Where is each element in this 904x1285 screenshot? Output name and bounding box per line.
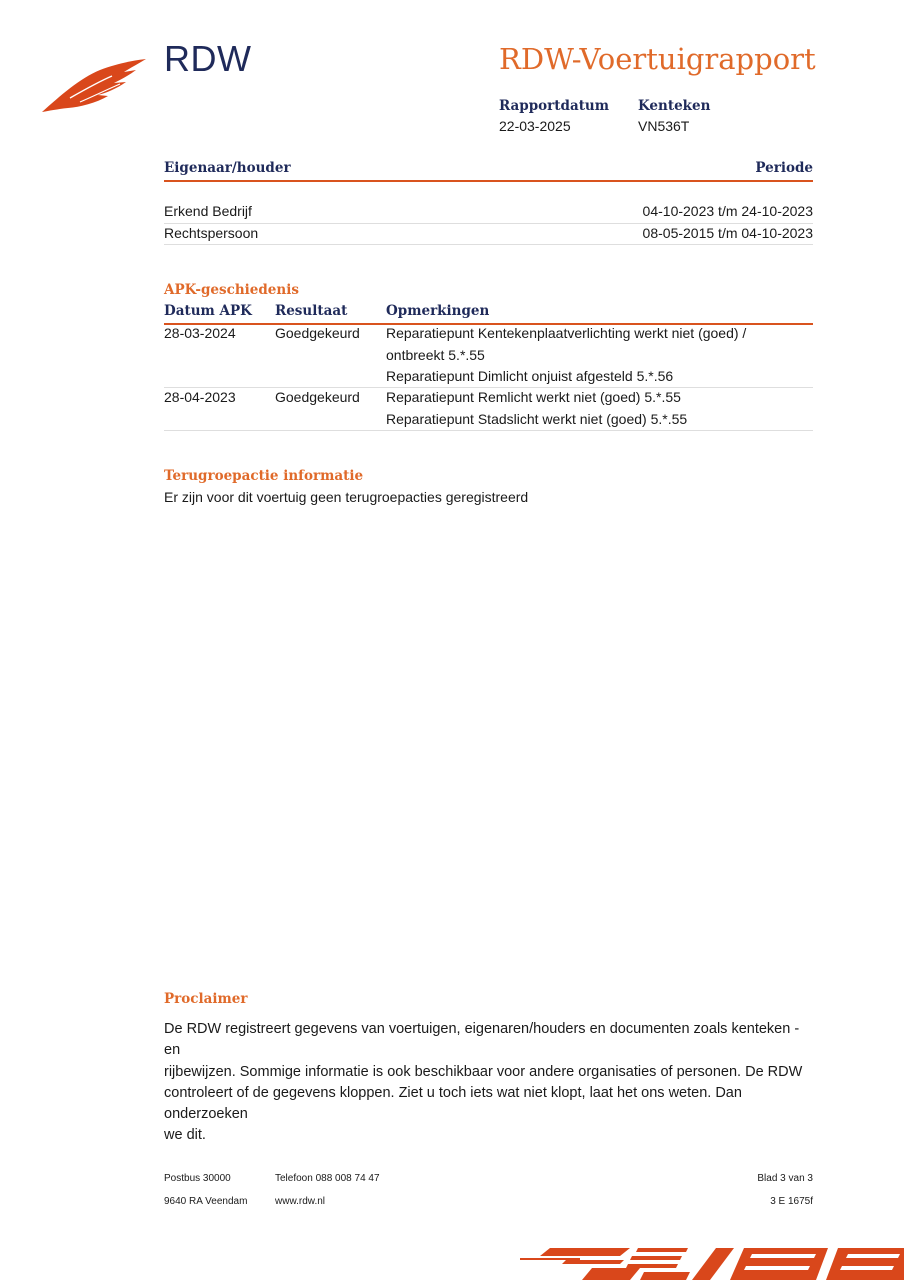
- period-column-header: Periode: [755, 160, 813, 176]
- proclaimer-line: we dit.: [164, 1127, 206, 1144]
- proclaimer-line: rijbewijzen. Sommige informatie is ook beschikbaar voor andere organisaties of personen. De RDW: [164, 1063, 803, 1080]
- apk-remarks-column-header: Opmerkingen: [386, 303, 490, 319]
- divider: [164, 430, 813, 431]
- owner-row-1-period: 04-10-2023 t/m 24-10-2023: [642, 203, 813, 219]
- footer-address-line2: 9640 RA Veendam: [164, 1196, 248, 1207]
- report-date-value: 22-03-2025: [499, 118, 571, 134]
- proclaimer-text: [164, 1019, 814, 1147]
- proclaimer-title: Proclaimer: [164, 991, 248, 1007]
- proclaimer-line: controleert of de gegevens kloppen. Ziet u toch iets wat niet klopt, laat het ons weten. Dan onderzoeken: [164, 1084, 742, 1123]
- recall-section-title: Terugroepactie informatie: [164, 468, 364, 484]
- apk-row-2-remark: Reparatiepunt Stadslicht werkt niet (goed) 5.*.55: [386, 411, 688, 427]
- apk-row-1-remark: ontbreekt 5.*.55: [386, 347, 485, 363]
- apk-result-column-header: Resultaat: [275, 303, 348, 319]
- apk-row-2-result: Goedgekeurd: [275, 389, 360, 405]
- apk-row-2-date: 28-04-2023: [164, 389, 236, 405]
- owner-column-header: Eigenaar/houder: [164, 160, 291, 176]
- apk-row-2-remark: Reparatiepunt Remlicht werkt niet (goed) 5.*.55: [386, 389, 681, 405]
- apk-row-1-result: Goedgekeurd: [275, 325, 360, 341]
- decorative-stripes-graphic: [520, 1244, 904, 1285]
- proclaimer-line: De RDW registreert gegevens van voertuigen, eigenaren/houders en documenten zoals kenteken - en: [164, 1021, 800, 1059]
- apk-row-1-date: 28-03-2024: [164, 325, 236, 341]
- logo-text: RDW: [164, 38, 252, 79]
- divider: [164, 244, 813, 245]
- owner-row-1-owner: Erkend Bedrijf: [164, 203, 252, 219]
- divider: [164, 387, 813, 388]
- apk-row-1-remark: Reparatiepunt Kentekenplaatverlichting werkt niet (goed) /: [386, 325, 747, 341]
- footer-address-line1: Postbus 30000: [164, 1173, 231, 1184]
- divider: [164, 223, 813, 224]
- divider: [164, 180, 813, 182]
- footer-website: www.rdw.nl: [275, 1196, 326, 1207]
- apk-section-title: APK-geschiedenis: [164, 282, 299, 298]
- plate-value: VN536T: [638, 118, 690, 134]
- footer-phone: Telefoon 088 008 74 47: [275, 1173, 380, 1184]
- apk-row-1-remark: Reparatiepunt Dimlicht onjuist afgesteld 5.*.56: [386, 368, 674, 384]
- recall-text: Er zijn voor dit voertuig geen terugroepacties geregistreerd: [164, 489, 529, 505]
- page-title: RDW-Voertuigrapport: [499, 42, 816, 76]
- footer-page-number: Blad 3 van 3: [757, 1173, 813, 1184]
- apk-date-column-header: Datum APK: [164, 303, 252, 319]
- rdw-logo-icon: [40, 56, 148, 119]
- report-date-label: Rapportdatum: [499, 98, 610, 114]
- plate-label: Kenteken: [638, 98, 711, 114]
- owner-row-2-owner: Rechtspersoon: [164, 225, 259, 241]
- owner-row-2-period: 08-05-2015 t/m 04-10-2023: [642, 225, 813, 241]
- footer-document-code: 3 E 1675f: [770, 1196, 813, 1207]
